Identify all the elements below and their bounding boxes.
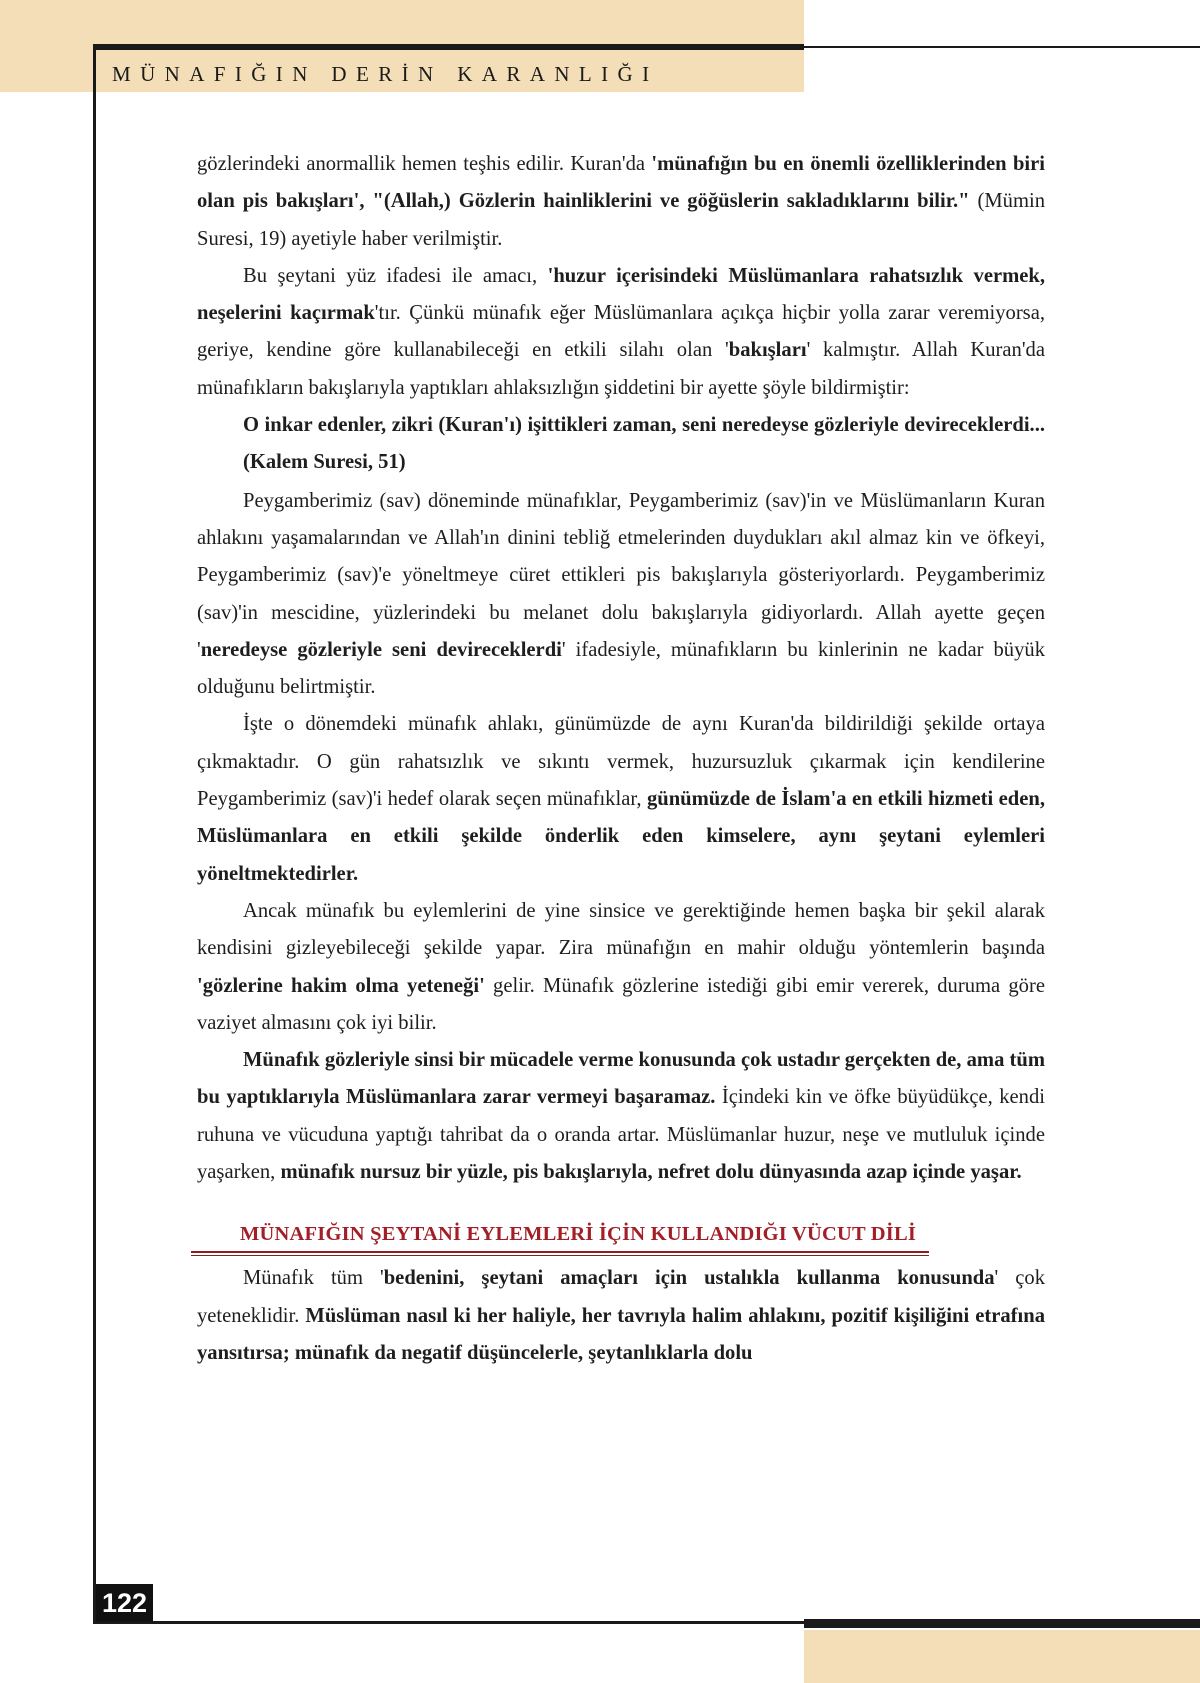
bold-run: Müslüman nasıl ki her haliyle, her tavrıyla halim ahlakını, pozitif kişiliğini etrafına yansıtırsa; münafık da negatif düşüncelerle, şeytanlıklarla dolu bbox=[197, 1304, 1045, 1364]
paragraph-2 bbox=[197, 258, 1045, 407]
bold-run: günümüzde de İslam'a en etkili hizmeti eden, Müslümanlara en etkili şekilde önderlik eden kimselere, aynı şeytani eylemleri yöneltmektedirler. bbox=[197, 788, 1045, 885]
paragraph-4 bbox=[197, 706, 1045, 892]
text-run: Peygamberimiz (sav) döneminde münafıklar, Peygamberimiz (sav)'in ve Müslümanların Kuran ahlakını yaşamalarından ve Allah'ın dinini tebliğ etmelerinden duydukları akıl almaz kin ve öfkeyi, Peygamberimiz (sav)'e yöneltmeye cüret ettikleri pis bakışlarıyla gösteriyorlardı. Peygamberimiz (sav)'in mescidine, yüzlerindeki bu melanet dolu bakışlarıyla gidiyorlardı. Allah ayette geçen ' bbox=[197, 489, 1045, 661]
paragraph-3 bbox=[197, 483, 1045, 707]
section-heading bbox=[191, 1218, 1045, 1251]
text-run: Bu şeytani yüz ifadesi ile amacı, bbox=[243, 264, 548, 287]
text-run: ' kalmıştır. Allah Kuran'da münafıkların bakışlarıyla yaptıkları ahlaksızlığın şiddetini bir ayette şöyle bildirmiştir: bbox=[197, 339, 1045, 399]
footer-band bbox=[804, 1630, 1200, 1683]
heading-underline-secondary bbox=[191, 1255, 929, 1256]
text-run: (Mümin Suresi, 19) ayetiyle haber verilmiştir. bbox=[197, 190, 1046, 250]
paragraph-6 bbox=[197, 1042, 1045, 1191]
text-run: Münafık tüm ' bbox=[243, 1267, 384, 1290]
text-run: İçindeki kin ve öfke büyüdükçe, kendi ruhuna ve vücuduna yaptığı tahribat da o oranda artar. Müslümanlar huzur, neşe ve mutluluk içinde yaşarken, bbox=[197, 1086, 1045, 1184]
paragraph-1 bbox=[197, 146, 1045, 258]
page-number: 122 bbox=[96, 1584, 153, 1622]
bold-run: Münafık gözleriyle sinsi bir mücadele verme konusunda çok ustadır gerçekten de, ama tüm bu yaptıklarıyla Müslümanlara zarar vermeyi başaramaz. bbox=[197, 1049, 1045, 1109]
verse-quote: O inkar edenler, zikri (Kuran'ı) işittikleri zaman, seni neredeyse gözleriyle devireceklerdi... (Kalem Suresi, 51) bbox=[243, 414, 1045, 474]
bottom-rule-thick bbox=[804, 1619, 1200, 1628]
bold-run: bedenini, şeytani amaçları için ustalıkla kullanma konusunda bbox=[383, 1267, 995, 1290]
bold-run: 'gözlerine hakim olma yeteneği' bbox=[197, 974, 485, 997]
text-run: gelir. Münafık gözlerine istediği gibi emir vererek, duruma göre vaziyet almasını çok iyi bilir. bbox=[197, 974, 1045, 1034]
paragraph-7 bbox=[197, 1260, 1045, 1372]
left-rule bbox=[93, 46, 96, 1624]
bold-run: 'münafığın bu en önemli özelliklerinden biri olan pis bakışları', "(Allah,) Gözlerin hainliklerini ve göğüslerin sakladıklarını bilir." bbox=[197, 153, 1045, 213]
bold-run: münafık nursuz bir yüzle, pis bakışlarıyla, nefret dolu dünyasında azap içinde yaşar. bbox=[280, 1161, 1022, 1184]
bold-run: neredeyse gözleriyle seni devireceklerdi bbox=[200, 638, 562, 661]
bold-run: bakışları bbox=[728, 339, 807, 362]
section-heading-text: MÜNAFIĞIN ŞEYTANİ EYLEMLERİ İÇİN KULLANDIĞI VÜCUT DİLİ bbox=[240, 1223, 917, 1246]
text-run: Ancak münafık bu eylemlerini de yine sinsice ve gerektiğinde hemen başka bir şekil alarak kendisini gizleyebileceği şekilde yapar. Zira münafığın en mahir olduğu yöntemlerin başında bbox=[197, 899, 1045, 960]
text-run: 'tır. Çünkü münafık eğer Müslümanlara açıkça hiçbir yolla zarar veremiyorsa, geriye, kendine göre kullanabileceği en etkili silahı olan ' bbox=[197, 302, 1045, 362]
paragraph-5 bbox=[197, 893, 1045, 1042]
bold-run: 'huzur içerisindeki Müslümanlara rahatsızlık vermek, neşelerini kaçırmak bbox=[197, 264, 1045, 325]
heading-underline bbox=[191, 1251, 929, 1253]
top-rule-thick bbox=[93, 44, 804, 50]
text-run: ' ifadesiyle, münafıkların bu kinlerinin ne kadar büyük olduğunu belirtmiştir. bbox=[197, 638, 1045, 699]
text-run: ' çok yeteneklidir. bbox=[197, 1267, 1045, 1327]
text-run: İşte o dönemdeki münafık ahlakı, günümüzde de aynı Kuran'da bildirildiği şekilde ortaya çıkmaktadır. O gün rahatsızlık ve sıkıntı vermek, huzursuzluk çıkarmak için kendilerine Peygamberimiz (sav)'i hedef olarak seçen münafıklar, bbox=[197, 713, 1045, 811]
text-run: gözlerindeki anormallik hemen teşhis edilir. Kuran'da bbox=[197, 153, 652, 175]
page-body bbox=[197, 146, 1045, 1372]
running-title: MÜNAFIĞIN DERİN KARANLIĞI bbox=[112, 62, 659, 86]
